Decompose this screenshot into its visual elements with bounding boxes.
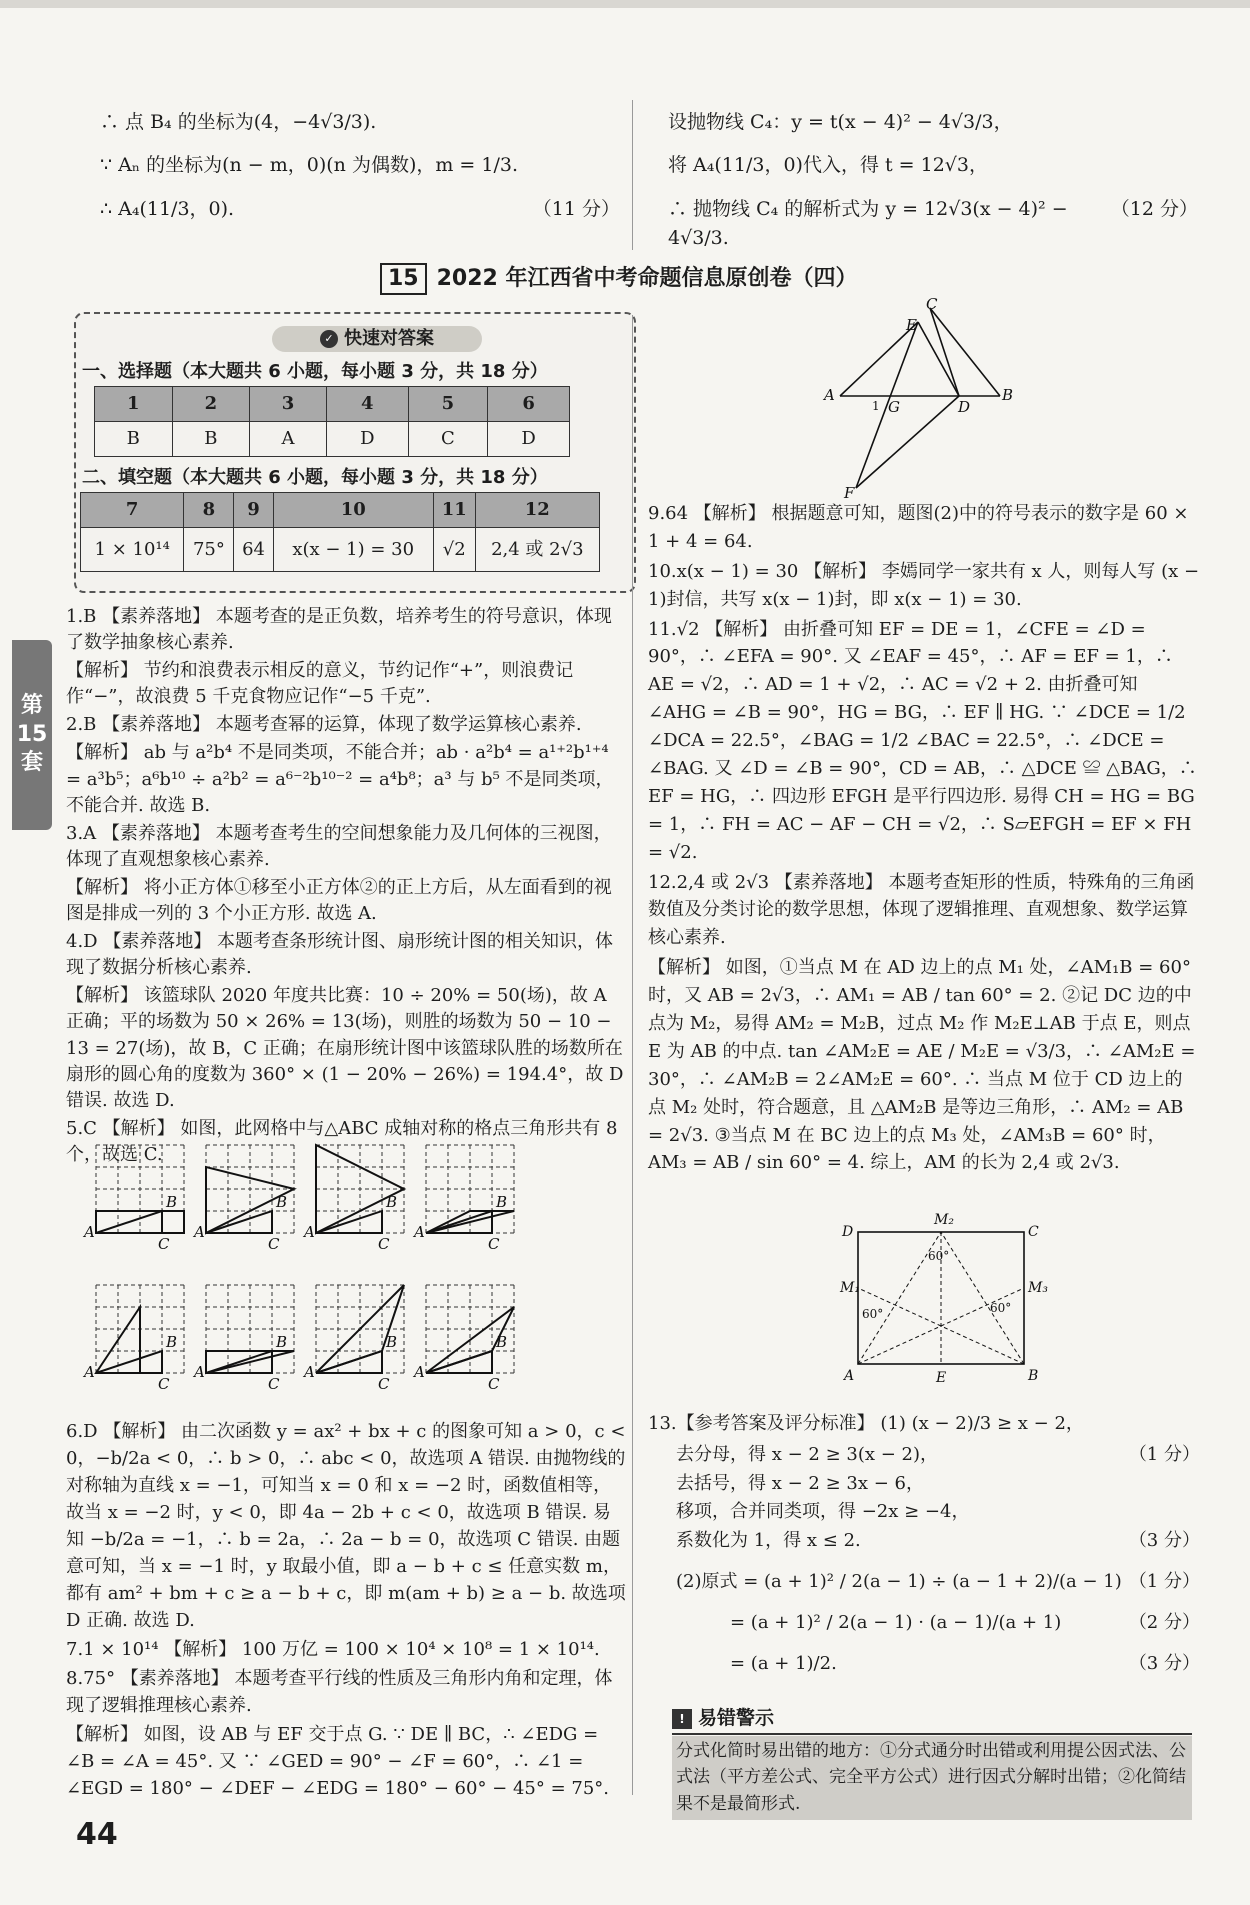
table-cell: D	[488, 422, 570, 457]
q13-line	[676, 1441, 1200, 1470]
top-right-line: ∴ 抛物线 C₄ 的解析式为 y = 12√3(x − 4)² − 4√3/3.	[668, 197, 1068, 250]
top-right-line: 将 A₄(11/3，0)代入，得 t = 12√3，	[668, 154, 989, 177]
choice-section-label: 一、选择题（本大题共 6 小题，每小题 3 分，共 18 分）	[82, 361, 548, 382]
top-left-line: ∴ 点 B₄ 的坐标为(4，−4√3/3).	[100, 111, 377, 133]
grid-label: A	[84, 1363, 95, 1381]
q13-line	[676, 1568, 1200, 1597]
warning-icon: !	[672, 1709, 692, 1729]
table-cell: D	[326, 422, 408, 457]
quick-answer-box	[74, 312, 636, 593]
table-cell: 4	[326, 387, 408, 422]
grid-label: A	[194, 1363, 205, 1381]
label-d: D	[842, 1224, 854, 1240]
top-left-line: ∵ Aₙ 的坐标为(n − m，0)(n 为偶数)，m = 1/3.	[100, 154, 519, 177]
label-e: E	[906, 316, 917, 334]
solution-paragraph: 3.A 【素养落地】 本题考查考生的空间想象能力及几何体的三视图，体现了直观想象核心素养.	[66, 822, 612, 870]
grid-label: C	[268, 1235, 280, 1253]
grid-label: B	[386, 1193, 398, 1211]
solution-paragraph: 12.2,4 或 2√3 【素养落地】 本题考查矩形的性质，特殊角的三角函数值及分类讨论的数学思想，体现了逻辑推理、直观想象、数学运算核心素养.	[648, 871, 1195, 949]
column-divider	[632, 100, 633, 250]
q13-line-text: 移项，合并同类项，得 −2x ≥ −4，	[676, 1501, 970, 1523]
solution-paragraph: 【解析】 该篮球队 2020 年度共比赛：10 ÷ 20% = 50(场)，故 A 正确；平的场数为 50 × 26% = 13(场)，则胜的场数为 50 − 10 − 13 = 27(场)，故 B，C 正确；在扇形统计图中该篮球队胜的场数所在扇形的圆心角的度数为 360° × (1 − 20% − 26%) = 194.4°，故 D 错误. 故选 D.	[66, 985, 624, 1111]
table-cell: 75°	[184, 528, 234, 572]
grid-label: C	[378, 1375, 390, 1393]
q13-line	[676, 1609, 1200, 1638]
table-cell: 7	[81, 493, 184, 528]
grid-label: B	[386, 1333, 398, 1351]
score: （2 分）	[1128, 1611, 1200, 1633]
grid-label: A	[414, 1223, 425, 1241]
label-b: B	[1002, 386, 1014, 404]
solution-paragraph: 【解析】 如图，设 AB 与 EF 交于点 G. ∵ DE ∥ BC，∴ ∠EDG = ∠B = ∠A = 45°. 又 ∵ ∠GED = 90° − ∠F = 60°，∴ ∠1 = ∠EGD = 180° − ∠DEF − ∠EDG = 180° − 60° − 45° = 75°.	[66, 1724, 610, 1799]
column-divider	[632, 315, 633, 1795]
grid-label: B	[166, 1193, 178, 1211]
label-m1: M₁	[840, 1280, 860, 1296]
angle-label: 60°	[990, 1301, 1012, 1315]
top-left-block	[100, 108, 620, 224]
figure-q12	[840, 1208, 1048, 1388]
label-c: C	[926, 295, 938, 313]
grid-label: B	[276, 1333, 288, 1351]
q13-line	[676, 1470, 1200, 1499]
solution-paragraph: 7.1 × 10¹⁴ 【解析】 100 万亿 = 100 × 10⁴ × 10⁸ = 1 × 10¹⁴.	[66, 1639, 600, 1660]
table-cell: 11	[433, 493, 475, 528]
grid-label: A	[414, 1363, 425, 1381]
top-right-block	[668, 108, 1198, 254]
side-tab-text: 第	[20, 693, 43, 719]
grid-label: C	[488, 1235, 500, 1253]
triangle-abc	[316, 1211, 382, 1233]
warning-title: 易错警示	[698, 1707, 775, 1730]
solution-paragraph: 【解析】 节约和浪费表示相反的意义，节约记作“+”，则浪费记作“−”，故浪费 5 千克食物应记作“−5 千克”.	[66, 660, 574, 708]
table-cell: x(x − 1) = 30	[273, 528, 433, 572]
solution-paragraph: 10.x(x − 1) = 30 【解析】 李嫣同学一家共有 x 人，则每人写 (x − 1)封信，共写 x(x − 1)封，即 x(x − 1) = 30.	[648, 560, 1200, 610]
figure-q8	[820, 295, 1020, 502]
grid-label: B	[276, 1193, 288, 1211]
score: （1 分）	[1128, 1570, 1200, 1592]
score: （1 分）	[1128, 1443, 1200, 1465]
choice-answer-table	[94, 386, 570, 457]
table-cell: 8	[184, 493, 234, 528]
table-cell: 1 × 10¹⁴	[81, 528, 184, 572]
solution-paragraph: 11.√2 【解析】 由折叠可知 EF = DE = 1，∠CFE = ∠D = 90°，∴ ∠EFA = 90°. 又 ∠EAF = 45°，∴ AF = EF = 1，∴ AE = √2，∴ AD = 1 + √2，∴ AC = √2 + 2. 由折叠可知 ∠AHG = ∠B = 90°，HG = BG，∴ EF ∥ HG. ∵ ∠DCE = 1/2 ∠DCA = 22.5°，∠BAG = 1/2 ∠BAC = 22.5°，∴ ∠DCE = ∠BAG. 又 ∠D = ∠B = 90°，CD = AB，∴ △DCE ≌ △BAG，∴ EF = HG，∴ 四边形 EFGH 是平行四边形. 易得 CH = HG = BG = 1，∴ FH = AC − AF − CH = √2，∴ S▱EFGH = EF × FH = √2.	[648, 618, 1197, 863]
quick-answer-title	[272, 326, 482, 352]
triangle-abc	[96, 1211, 162, 1233]
score: （12 分）	[1110, 197, 1198, 220]
fill-section-label: 二、填空题（本大题共 6 小题，每小题 3 分，共 18 分）	[82, 467, 548, 488]
right-solutions	[648, 500, 1200, 1179]
grid-label: A	[194, 1223, 205, 1241]
grid-figures	[84, 1145, 626, 1415]
q13-line-text: 去括号，得 x − 2 ≥ 3x − 6，	[676, 1472, 924, 1494]
fill-answer-table	[80, 492, 600, 572]
q13-line	[676, 1498, 1200, 1527]
solution-paragraph: 【解析】 如图，①当点 M 在 AD 边上的点 M₁ 处，∠AM₁B = 60° 时，又 AB = 2√3，∴ AM₁ = AB / tan 60° = 2. ②记 DC 边的中点为 M₂，易得 AM₂ = M₂B，过点 M₂ 作 M₂E⊥AB 于点 E，则点 E 为 AB 的中点. tan ∠AM₂E = AE / M₂E = √3/3，∴ ∠AM₂E = 30°，∴ ∠AM₂B = 2∠AM₂E = 60°. ∴ 当点 M 位于 CD 边上的点 M₂ 处时，符合题意，且 △AM₂B 是等边三角形，∴ AM₂ = AB = 2√3. ③当点 M 在 BC 边上的点 M₃ 处，∠AM₃B = 60° 时，AM₃ = AB / sin 60° = 4. 综上，AM 的长为 2,4 或 2√3.	[648, 957, 1196, 1174]
table-cell: 12	[475, 493, 599, 528]
table-cell: 9	[234, 493, 273, 528]
label-e: E	[936, 1370, 947, 1386]
solution-paragraph: 6.D 【解析】 由二次函数 y = ax² + bx + c 的图象可知 a > 0，c < 0，−b/2a < 0，∴ b > 0，∴ abc < 0，故选项 A 错误. 由抛物线的对称轴为直线 x = −1，可知当 x = 0 和 x = −2 时，函数值相等，故当 x = −2 时，y < 0，即 4a − 2b + c < 0，故选项 B 错误. 易知 −b/2a = −1，∴ b = 2a，∴ 2a − b = 0，故选项 C 错误. 由题意可知，当 x = −1 时，y 取最小值，即 a − b + c ≤ 任意实数 m，都有 am² + bm + c ≥ a − b + c，即 m(am + b) ≥ a − b. 故选项 D 正确. 故选 D.	[66, 1421, 626, 1631]
table-cell: 1	[95, 387, 173, 422]
triangle-abc	[96, 1351, 162, 1373]
q13-line-text: 系数化为 1，得 x ≤ 2.	[676, 1530, 861, 1552]
solution-paragraph: 【解析】 将小正方体①移至小正方体②的正上方后，从左面看到的视图是排成一列的 3 个小正方形. 故选 A.	[66, 876, 612, 925]
set-side-tab	[12, 640, 52, 830]
grid-label: A	[304, 1363, 315, 1381]
table-cell: B	[172, 422, 250, 457]
check-icon: ✓	[320, 330, 338, 348]
left-solutions	[66, 604, 626, 1170]
q13-head: 13.【参考答案及评分标准】 (1) (x − 2)/3 ≥ x − 2，	[648, 1413, 1084, 1434]
table-cell: 3	[250, 387, 327, 422]
top-left-line: ∴ A₄(11/3，0).	[100, 197, 235, 220]
angle-label: 60°	[862, 1307, 884, 1321]
angle-label: 60°	[928, 1249, 950, 1263]
warning-header	[672, 1705, 1192, 1735]
table-cell: C	[408, 422, 487, 457]
grid-label: C	[158, 1375, 170, 1393]
q13-line-text: = (a + 1)² / 2(a − 1) · (a − 1)/(a + 1)	[676, 1611, 1062, 1633]
label-a: A	[824, 386, 835, 404]
table-cell: √2	[433, 528, 475, 572]
solution-paragraph: 5.C 【解析】 如图，此网格中与△ABC 成轴对称的格点三角形共有 8 个，故选 C.	[66, 1117, 618, 1165]
table-cell: 2	[172, 387, 250, 422]
label-1: 1	[872, 399, 880, 413]
label-m2: M₂	[934, 1212, 954, 1228]
side-tab-text: 15	[16, 721, 48, 747]
q13-block	[648, 1410, 1200, 1678]
table-cell: 6	[488, 387, 570, 422]
q13-line-text: 去分母，得 x − 2 ≥ 3(x − 2)，	[676, 1443, 939, 1465]
warning-box: 分式化简时易出错的地方：①分式通分时出错或利用提公因式法、公式法（平方差公式、完全平方公式）进行因式分解时出错；②化简结果不是最简形式.	[672, 1736, 1192, 1820]
table-cell: 10	[273, 493, 433, 528]
grid-label: B	[496, 1193, 508, 1211]
grid-label: C	[378, 1235, 390, 1253]
grid-label: B	[166, 1333, 178, 1351]
table-cell: B	[95, 422, 173, 457]
set-number-badge: 15	[380, 263, 427, 295]
solution-paragraph: 8.75° 【素养落地】 本题考查平行线的性质及三角形内角和定理，体现了逻辑推理核心素养.	[66, 1668, 613, 1716]
section-title	[380, 262, 920, 296]
score: （11 分）	[532, 197, 620, 220]
grid-label: C	[488, 1375, 500, 1393]
q13-line-text: (2)原式 = (a + 1)² / 2(a − 1) ÷ (a − 1 + 2)/(a − 1)	[676, 1570, 1122, 1592]
q13-line	[676, 1650, 1200, 1679]
left-solutions-2	[66, 1418, 626, 1804]
solution-paragraph: 【解析】 ab 与 a²b⁴ 不是同类项，不能合并；ab · a²b⁴ = a¹⁺²b¹⁺⁴ = a³b⁵；a⁶b¹⁰ ÷ a²b² = a⁶⁻²b¹⁰⁻² = a⁴b⁸；a³ 与 b⁵ 不是同类项，不能合并. 故选 B.	[66, 742, 614, 816]
label-m3: M₃	[1028, 1280, 1048, 1296]
symmetric-triangle	[316, 1285, 404, 1373]
grid-label: A	[84, 1223, 95, 1241]
label-a: A	[844, 1368, 855, 1384]
table-cell: 5	[408, 387, 487, 422]
section-title-text: 2022 年江西省中考命题信息原创卷（四）	[436, 265, 858, 291]
table-cell: 2,4 或 2√3	[475, 528, 599, 572]
solution-paragraph: 4.D 【素养落地】 本题考查条形统计图、扇形统计图的相关知识，体现了数据分析核心素养.	[66, 931, 614, 979]
quick-answer-title-text: 快速对答案	[344, 328, 434, 350]
grid-label: C	[158, 1235, 170, 1253]
score: （3 分）	[1128, 1652, 1200, 1674]
top-strip	[0, 0, 1250, 8]
label-c: C	[1028, 1224, 1039, 1240]
score: （3 分）	[1128, 1530, 1200, 1552]
q13-line	[676, 1527, 1200, 1556]
solution-paragraph: 9.64 【解析】 根据题意可知，题图(2)中的符号表示的数字是 60 × 1 + 4 = 64.	[648, 503, 1189, 552]
label-g: G	[888, 398, 900, 416]
solution-paragraph: 1.B 【素养落地】 本题考查的是正负数，培养考生的符号意识，体现了数学抽象核心素养.	[66, 606, 612, 654]
top-right-line: 设抛物线 C₄：y = t(x − 4)² − 4√3/3，	[668, 111, 1013, 133]
label-b: B	[1028, 1368, 1039, 1384]
triangle-abc	[206, 1211, 272, 1233]
grid-label: A	[304, 1223, 315, 1241]
grid-label: C	[268, 1375, 280, 1393]
label-d: D	[958, 398, 971, 416]
q13-line-text: = (a + 1)/2.	[676, 1652, 837, 1674]
side-tab-text: 套	[20, 750, 43, 776]
page-number: 44	[76, 1817, 118, 1852]
grid-label: B	[496, 1333, 508, 1351]
table-cell: 64	[234, 528, 273, 572]
label-f: F	[844, 484, 855, 502]
table-cell: A	[250, 422, 327, 457]
solution-paragraph: 2.B 【素养落地】 本题考查幂的运算，体现了数学运算核心素养.	[66, 714, 582, 736]
